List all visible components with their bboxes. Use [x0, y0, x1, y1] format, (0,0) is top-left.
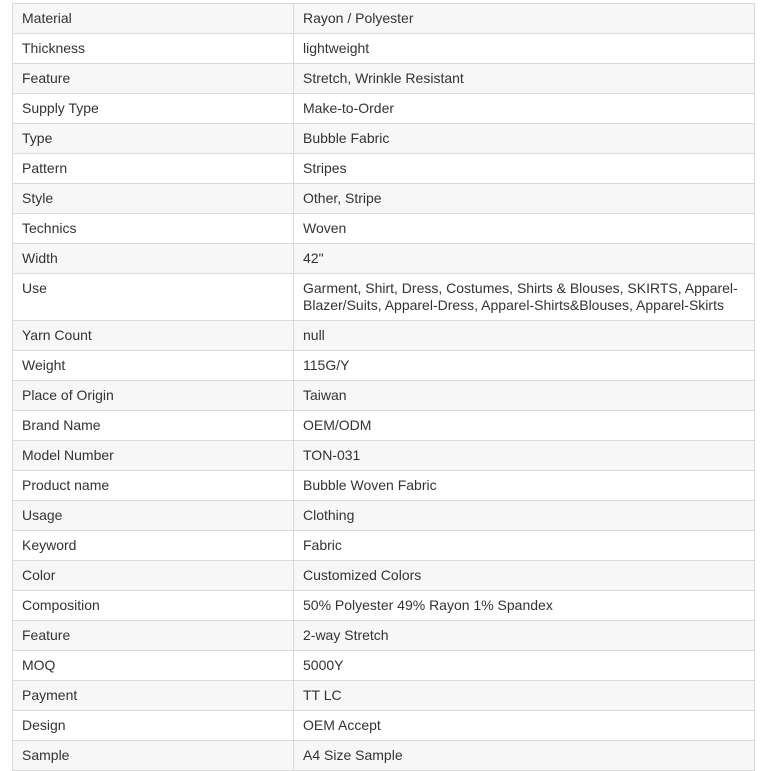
spec-row — [13, 184, 755, 214]
spec-key: MOQ — [13, 651, 294, 681]
spec-value: 42" — [294, 244, 755, 274]
spec-value: Fabric — [294, 531, 755, 561]
spec-key: Usage — [13, 501, 294, 531]
spec-key: Product name — [13, 471, 294, 501]
spec-key: Color — [13, 561, 294, 591]
spec-value: Stretch, Wrinkle Resistant — [294, 64, 755, 94]
spec-table-body — [13, 4, 755, 771]
product-spec-table — [12, 3, 755, 771]
spec-row — [13, 154, 755, 184]
spec-key: Feature — [13, 64, 294, 94]
spec-key: Use — [13, 274, 294, 321]
spec-value: Other, Stripe — [294, 184, 755, 214]
spec-key: Keyword — [13, 531, 294, 561]
spec-value: Taiwan — [294, 381, 755, 411]
spec-key: Model Number — [13, 441, 294, 471]
spec-value: Make-to-Order — [294, 94, 755, 124]
spec-value: 50% Polyester 49% Rayon 1% Spandex — [294, 591, 755, 621]
spec-key: Technics — [13, 214, 294, 244]
spec-value: OEM/ODM — [294, 411, 755, 441]
spec-value: Woven — [294, 214, 755, 244]
spec-row — [13, 351, 755, 381]
spec-key: Composition — [13, 591, 294, 621]
spec-row — [13, 681, 755, 711]
spec-value: TON-031 — [294, 441, 755, 471]
spec-row — [13, 244, 755, 274]
spec-key: Style — [13, 184, 294, 214]
spec-row — [13, 471, 755, 501]
spec-key: Thickness — [13, 34, 294, 64]
spec-value: A4 Size Sample — [294, 741, 755, 771]
spec-row — [13, 711, 755, 741]
spec-row — [13, 64, 755, 94]
spec-key: Design — [13, 711, 294, 741]
spec-key: Feature — [13, 621, 294, 651]
spec-row — [13, 321, 755, 351]
spec-row — [13, 621, 755, 651]
spec-row — [13, 411, 755, 441]
spec-row — [13, 741, 755, 771]
spec-row — [13, 274, 755, 321]
spec-value: null — [294, 321, 755, 351]
spec-value: OEM Accept — [294, 711, 755, 741]
spec-row — [13, 34, 755, 64]
spec-key: Sample — [13, 741, 294, 771]
spec-row — [13, 214, 755, 244]
spec-row — [13, 651, 755, 681]
spec-value: Clothing — [294, 501, 755, 531]
spec-key: Pattern — [13, 154, 294, 184]
spec-value: TT LC — [294, 681, 755, 711]
spec-key: Place of Origin — [13, 381, 294, 411]
spec-row — [13, 531, 755, 561]
spec-row — [13, 4, 755, 34]
spec-key: Type — [13, 124, 294, 154]
spec-value: Garment, Shirt, Dress, Costumes, Shirts & Blouses, SKIRTS, Apparel-Blazer/Suits, Apparel-Dress, Apparel-Shirts&Blouses, Apparel-Skirts — [294, 274, 755, 321]
spec-key: Payment — [13, 681, 294, 711]
spec-value: Customized Colors — [294, 561, 755, 591]
spec-key: Supply Type — [13, 94, 294, 124]
spec-key: Yarn Count — [13, 321, 294, 351]
spec-row — [13, 591, 755, 621]
spec-key: Weight — [13, 351, 294, 381]
spec-value: lightweight — [294, 34, 755, 64]
spec-row — [13, 381, 755, 411]
spec-value: Rayon / Polyester — [294, 4, 755, 34]
spec-row — [13, 441, 755, 471]
spec-key: Material — [13, 4, 294, 34]
spec-key: Brand Name — [13, 411, 294, 441]
spec-value: 5000Y — [294, 651, 755, 681]
spec-value: Stripes — [294, 154, 755, 184]
spec-row — [13, 94, 755, 124]
spec-row — [13, 501, 755, 531]
spec-key: Width — [13, 244, 294, 274]
spec-value: Bubble Woven Fabric — [294, 471, 755, 501]
spec-value: 115G/Y — [294, 351, 755, 381]
spec-row — [13, 561, 755, 591]
spec-value: Bubble Fabric — [294, 124, 755, 154]
spec-value: 2-way Stretch — [294, 621, 755, 651]
spec-row — [13, 124, 755, 154]
